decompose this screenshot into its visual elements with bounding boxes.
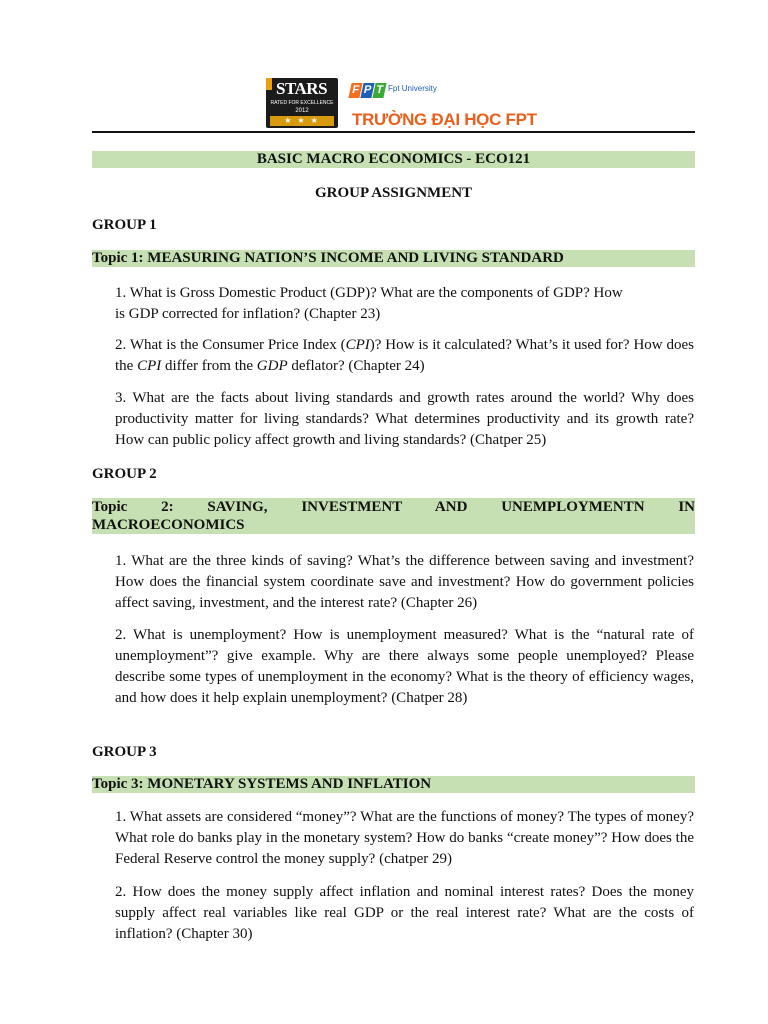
fpt-vietnamese-name: TRƯỜNG ĐẠI HỌC FPT: [352, 110, 537, 129]
stars-logo-tagline: RATED FOR EXCELLENCE: [270, 100, 334, 106]
group-3-topic: Topic 3: MONETARY SYSTEMS AND INFLATION: [92, 776, 695, 793]
cpi-term: CPI: [345, 337, 370, 353]
question-line: is GDP corrected for inflation? (Chapter 23): [115, 306, 381, 322]
qs-stars-logo: [266, 78, 338, 128]
fpt-university-logo: [350, 80, 537, 129]
header-divider: [92, 131, 695, 133]
question-line: 1. What is Gross Domestic Product (GDP)? What are the components of GDP? How: [115, 285, 623, 301]
group-3-heading: GROUP 3: [92, 744, 157, 760]
group-3-question-1: 1. What assets are considered “money”? What are the functions of money? The types of money? What role do banks play in the monetary system? How do banks “create money”? How does the Federal Reserve control the money supply? (chatper 29): [115, 809, 694, 867]
page-header: [0, 70, 768, 132]
group-2-topic: [92, 498, 695, 534]
stars-rating-icon: ★ ★ ★: [270, 116, 334, 126]
fpt-letter-blocks: [350, 80, 386, 98]
group-1-topic: Topic 1: MEASURING NATION’S INCOME AND LIVING STANDARD: [92, 250, 695, 267]
question-text: 2. What is the Consumer Price Index (: [115, 337, 346, 353]
group-3-question-2: 2. How does the money supply affect inflation and nominal interest rates? Does the money supply affect real variables like real GDP or the real interest rate? What are the costs of inflation? (Chapter 30): [115, 884, 694, 942]
gdp-term: GDP: [256, 358, 288, 374]
stars-logo-year: 2012: [295, 108, 309, 114]
group-2-question-2: 2. What is unemployment? How is unemployment measured? What is the “natural rate of unemployment”? give example. Why are there always some people unemployed? Please describe some types of unemployment in the economy? What is the theory of efficiency wages, and how does it help explain unemployment? (Chatper 28): [115, 627, 694, 706]
question-text: deflator? (Chapter 24): [287, 358, 425, 374]
fpt-letter-p: P: [360, 83, 374, 98]
fpt-letter-f: F: [348, 83, 362, 98]
course-title: BASIC MACRO ECONOMICS - ECO121: [92, 151, 695, 168]
group-2-heading: GROUP 2: [92, 466, 157, 482]
question-text: differ from the: [161, 358, 257, 374]
group-2-topic-line-1: Topic 2: SAVING, INVESTMENT AND UNEMPLOYMENTN IN: [92, 499, 695, 515]
group-1-question-3: 3. What are the facts about living standards and growth rates around the world? Why does productivity matter for living standards? What determines productivity and its growth rate? How can public policy affect growth and living standards? (Chatper 25): [115, 390, 694, 448]
group-1-heading: GROUP 1: [92, 217, 157, 233]
cpi-term: CPI: [137, 358, 162, 374]
logo-accent-band: [266, 78, 272, 90]
assignment-title: GROUP ASSIGNMENT: [314, 185, 473, 201]
stars-logo-word: STARS: [276, 79, 328, 98]
group-1-question-1: [115, 283, 694, 325]
group-2-topic-line-2: MACROECONOMICS: [92, 517, 245, 533]
group-2-question-1: 1. What are the three kinds of saving? What’s the difference between saving and investment? How does the financial system coordinate save and investment? How do government policies affect saving, investment, and the interest rate? (Chapter 26): [115, 553, 694, 611]
group-1-question-2: [115, 335, 694, 377]
fpt-university-label: Fpt University: [388, 84, 437, 93]
fpt-letter-t: T: [372, 83, 386, 98]
question-text: )? How is it calculated? What’s it used for? How does the: [115, 337, 694, 374]
